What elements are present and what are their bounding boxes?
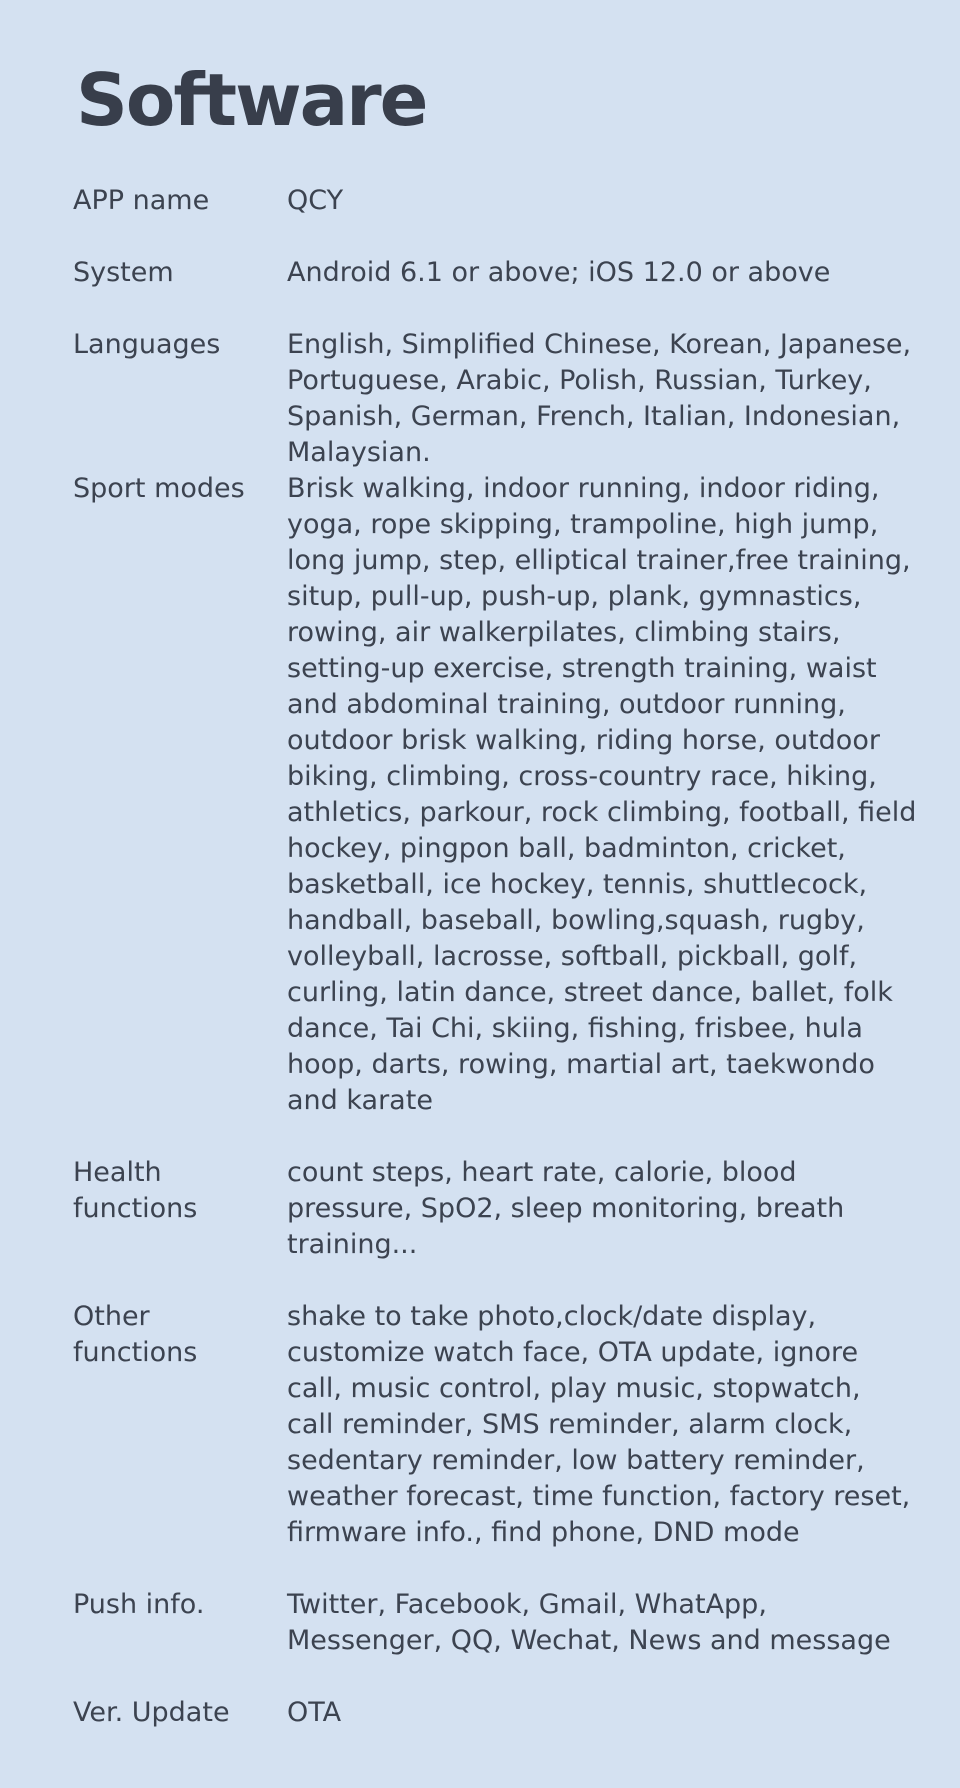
spec-value: OTA (287, 1697, 342, 1728)
spec-value: shake to take photo,clock/date display, customize watch face, OTA update, ignore call, music control, play music, stopwatch, call reminder, SMS reminder, alarm clock, sedentary reminder, low battery reminder, weather forecast, time function, factory reset, firmware info., find phone, DND mode (287, 1301, 911, 1548)
spec-label: APP name (73, 185, 210, 216)
spec-value: Android 6.1 or above; iOS 12.0 or above (287, 257, 831, 288)
spec-value: count steps, heart rate, calorie, blood pressure, SpO2, sleep monitoring, breath training... (287, 1157, 845, 1260)
spec-row-app-name (73, 183, 933, 219)
spec-row-health-functions (73, 1155, 933, 1263)
spec-value: Brisk walking, indoor running, indoor riding, yoga, rope skipping, trampoline, high jump, long jump, step, elliptical trainer,free training, situp, pull-up, push-up, plank, gymnastics, rowing, air walkerpilates, climbing stairs, setting-up exercise, strength training, waist and abdominal training, outdoor running, outdoor brisk walking, riding horse, outdoor biking, climbing, cross-country race, hiking, athletics, parkour, rock climbing, football, field hockey, pingpon ball, badminton, cricket, basketball, ice hockey, tennis, shuttlecock, handball, baseball, bowling,squash, rugby, volleyball, lacrosse, softball, pickball, golf, curling, latin dance, street dance, ballet, folk dance, Tai Chi, skiing, fishing, frisbee, hula hoop, darts, rowing, martial art, taekwondo and karate (287, 473, 917, 1116)
spec-label: Languages (73, 329, 221, 360)
spec-row-push-info (73, 1587, 933, 1659)
spec-value: QCY (287, 185, 344, 216)
spec-value: English, Simplified Chinese, Korean, Japanese, Portuguese, Arabic, Polish, Russian, Turkey, Spanish, German, French, Italian, Indonesian, Malaysian. (287, 329, 912, 468)
spec-row-other-functions (73, 1299, 933, 1551)
spec-label: System (73, 257, 174, 288)
spec-row-ver-update (73, 1695, 933, 1731)
spec-label: Push info. (73, 1589, 205, 1620)
spec-row-languages (73, 327, 933, 471)
spec-label: Ver. Update (73, 1697, 230, 1728)
spec-table (73, 183, 933, 1731)
spec-label: Sport modes (73, 473, 245, 504)
spec-value: Twitter, Facebook, Gmail, WhatApp, Messenger, QQ, Wechat, News and message (287, 1589, 891, 1656)
spec-row-sport-modes (73, 471, 933, 1119)
spec-row-system (73, 255, 933, 291)
spec-label: Other functions (73, 1301, 198, 1368)
spec-label: Health functions (73, 1157, 198, 1224)
page-title: Software (76, 58, 427, 142)
